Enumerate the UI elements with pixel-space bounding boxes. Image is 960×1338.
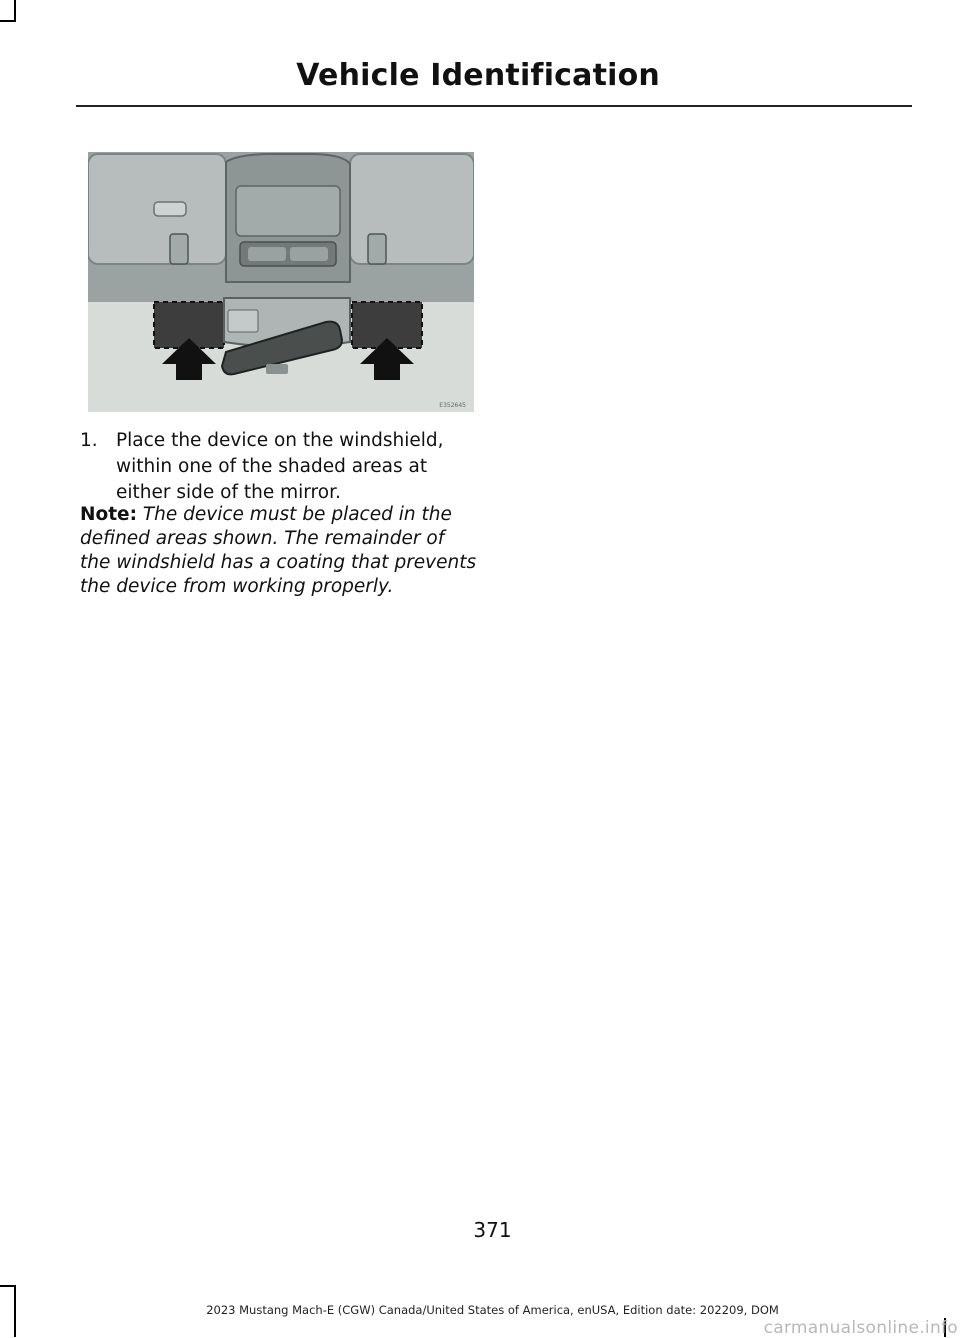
note-paragraph — [80, 503, 480, 599]
crop-mark-top-left-h — [0, 20, 16, 22]
crop-mark-bottom-left-h — [0, 1285, 16, 1287]
page-title: Vehicle Identification — [296, 58, 660, 93]
windshield-mirror-illustration — [88, 152, 474, 412]
footer-edition-text: 2023 Mustang Mach-E (CGW) Canada/United States of America, enUSA, Edition date: 202209, DOM — [206, 1303, 779, 1317]
crop-mark-top-left-v — [14, 0, 16, 22]
header-divider — [76, 105, 912, 107]
figure-id-label: E352645 — [439, 402, 466, 409]
page-number: 371 — [473, 1218, 512, 1242]
watermark: carmanualsonline.info — [763, 1318, 958, 1338]
note-label: Note: — [80, 504, 137, 525]
step-text: Place the device on the windshield, within one of the shaded areas at either side of the mirror. — [116, 430, 444, 503]
note-text: The device must be placed in the defined areas shown. The remainder of the windshield has a coating that prevents the device from working properly. — [80, 504, 477, 597]
instruction-step — [80, 428, 480, 506]
step-number: 1. — [80, 430, 98, 451]
